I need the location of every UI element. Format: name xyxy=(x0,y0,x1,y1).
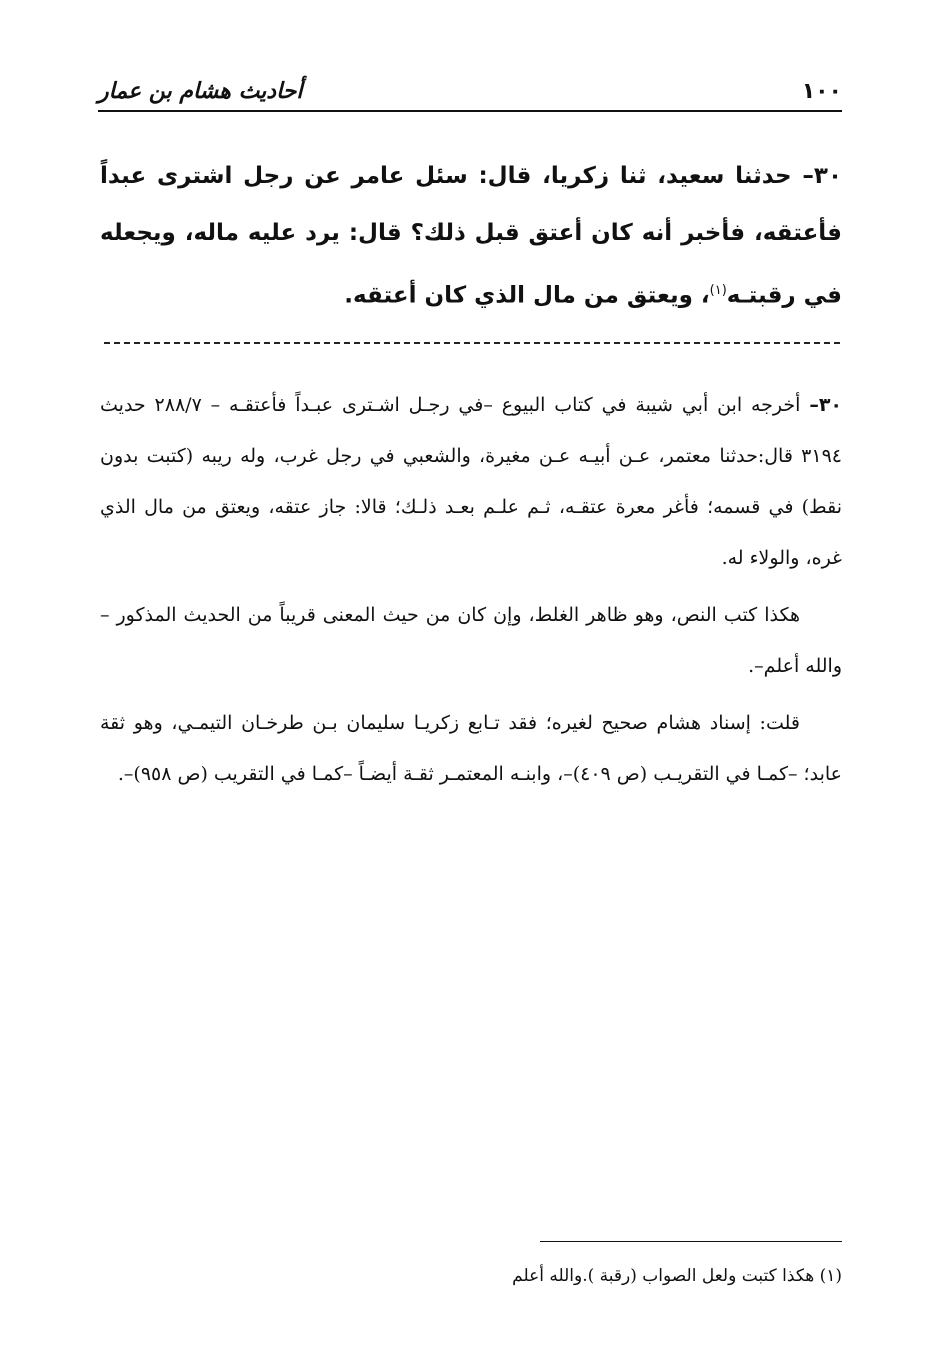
footnote-text: (١) هكذا كتبت ولعل الصواب (رقبة ).والله أعلم xyxy=(512,1266,842,1286)
commentary-number: ٣٠– xyxy=(809,394,843,416)
page-number: ١٠٠ xyxy=(801,79,842,104)
book-title: أحاديث هشام بن عمار xyxy=(98,79,303,104)
running-header xyxy=(98,70,842,112)
hadith-body: حدثنا سعيد، ثنا زكريا، قال: سئل عامر عن رجل اشترى عبداً فأعتقه، فأخبر أنه كان أعتق قبل ذلك؟ قال: يرد عليه ماله، ويجعله في رقبتـه xyxy=(100,163,842,309)
takhrij-text: أخرجه ابن أبي شيبة في كتاب البيوع –في رجـل اشـترى عبـداً فأعتقـه – ٢٨٨/٧ حديث ٣١٩٤ قال:حدثنا معتمر، عـن أبيـه عـن مغيرة، والشعبي في رجل غرب، وله ريبه (كتبت بدون نقط) في قسمه؛ فأغر معرة عتقـه، ثـم علـم بعـد ذلـك؛ قالا: جاز عتقه، ويعتق من مال الذي غره، والولاء له. xyxy=(100,394,842,569)
dashed-separator xyxy=(104,342,840,344)
hadith-body-end: ، ويعتق من مال الذي كان أعتقه. xyxy=(344,282,710,309)
commentary-section xyxy=(100,380,842,806)
note-paragraph: هكذا كتب النص، وهو ظاهر الغلط، وإن كان من حيث المعنى قريباً من الحديث المذكور –والله أعلم–. xyxy=(100,604,842,677)
takhrij-paragraph xyxy=(100,380,842,584)
hadith-number: ٣٠– xyxy=(802,163,842,189)
hadith-text xyxy=(100,148,842,325)
isnad-paragraph: قلت: إسناد هشام صحيح لغيره؛ فقد تـابع زكريـا سليمان بـن طرخـان التيمـي، وهو ثقة عابد؛ –كمـا في التقريـب (ص ٤٠٩)–، وابنـه المعتمـر ثقـة أيضـاً –كمـا في التقريب (ص ٩٥٨)–. xyxy=(100,712,842,785)
footnote-reference: (١) xyxy=(709,283,727,298)
footnote-rule xyxy=(540,1241,842,1242)
